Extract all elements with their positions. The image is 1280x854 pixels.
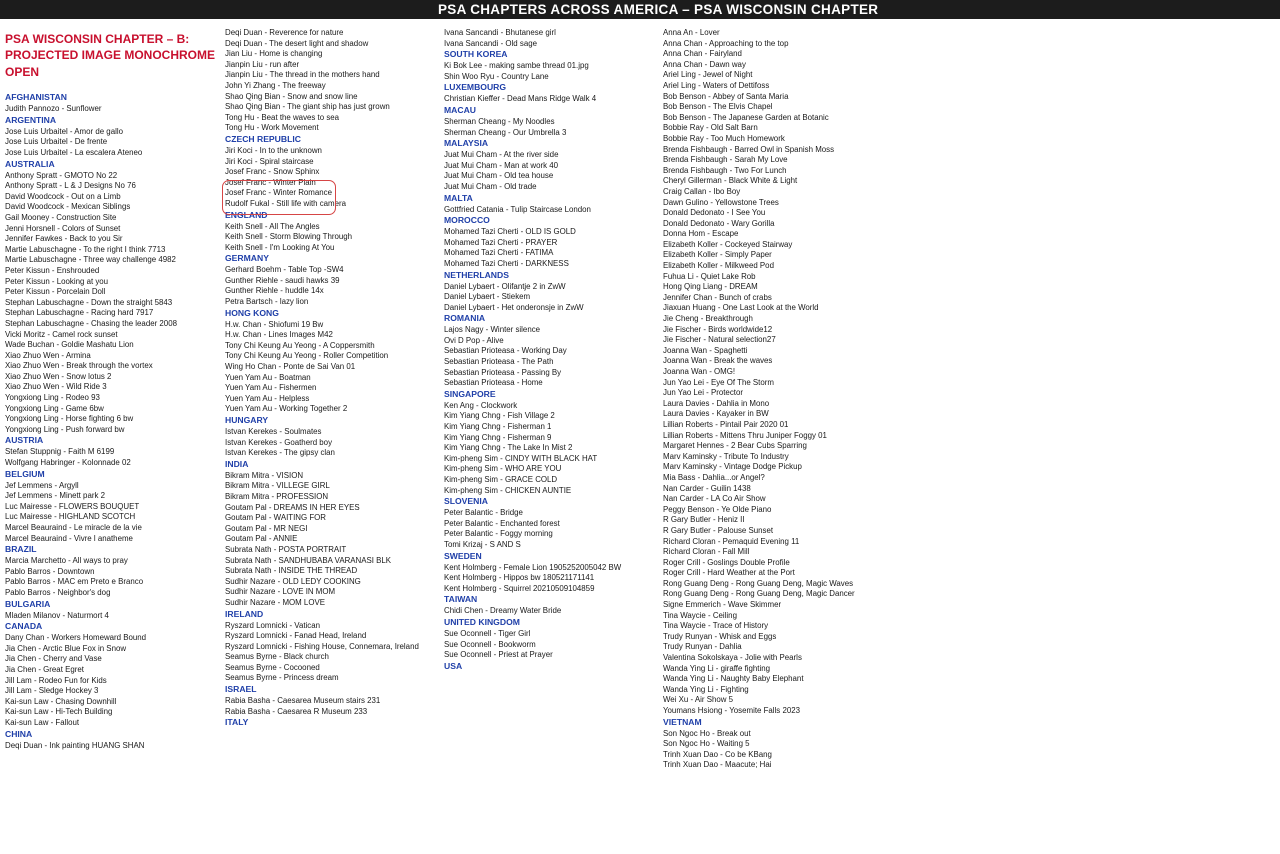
entry-item: Ryszard Lomnicki - Fishing House, Connemara, Ireland xyxy=(225,641,419,651)
entry-item: Rong Guang Deng - Rong Guang Deng, Magic Waves xyxy=(663,578,854,588)
country-section xyxy=(5,599,217,622)
entry-item: Rudolf Fukal - Still life with camera xyxy=(225,198,347,208)
entry-item: Jun Yao Lei - Eye Of The Storm xyxy=(663,377,774,387)
entry-item: Jill Lam - Rodeo Fun for Kids xyxy=(5,675,107,685)
entry-item: Shao Qing Bian - Snow and snow line xyxy=(225,91,358,101)
country-heading: AUSTRIA xyxy=(5,435,44,446)
country-section xyxy=(444,215,656,269)
entry-item: Gunther Riehle - huddle 14x xyxy=(225,286,324,296)
entry-item: Brenda Fishbaugh - Barred Owl in Spanish Moss xyxy=(663,144,835,154)
country-heading: NETHERLANDS xyxy=(444,269,509,280)
entry-item: Deqi Duan - The desert light and shadow xyxy=(225,38,369,48)
entry-item: Jianpin Liu - The thread in the mothers hand xyxy=(225,70,380,80)
entry-item: Judith Pannozo - Sunflower xyxy=(5,104,102,114)
entry-item: Ryszard Lomnicki - Fanad Head, Ireland xyxy=(225,631,367,641)
entry-item: Mohamed Tazi Cherti - OLD IS GOLD xyxy=(444,227,576,237)
entry-item: Christian Kieffer - Dead Mans Ridge Walk 4 xyxy=(444,94,597,104)
entry-item: Marcel Beauraind - Le miracle de la vie xyxy=(5,523,142,532)
entry-item: Kent Holmberg - Hippos bw 180521171141 xyxy=(444,573,595,583)
entry-item: H.w. Chan - Shiofumi 19 Bw xyxy=(225,319,324,329)
entry-item: Kim Yiang Chng - Fish Village 2 xyxy=(444,411,555,421)
entry-item: Jef Lemmens - Minett park 2 xyxy=(5,491,105,501)
entry-item: Keith Snell - All The Angles xyxy=(225,221,320,231)
entry-item: Bob Benson - The Japanese Garden at Botanic xyxy=(663,112,829,122)
country-section xyxy=(225,717,437,728)
entry-item: Luc Mairesse - HIGHLAND SCOTCH xyxy=(5,512,136,522)
header-bar xyxy=(0,0,1280,19)
entry-item: Trinh Xuan Dao - Co be KBang xyxy=(663,749,772,759)
entry-item: Chidi Chen - Dreamy Water Bride xyxy=(444,606,562,616)
country-heading: AUSTRALIA xyxy=(5,158,55,169)
entry-item: Kai-sun Law - Chasing Downhill xyxy=(5,696,117,706)
country-section xyxy=(444,496,656,550)
country-heading: BULGARIA xyxy=(5,598,51,609)
entry-item: Jia Chen - Arctic Blue Fox in Snow xyxy=(5,643,127,653)
entry-item: Laura Davies - Kayaker in BW xyxy=(663,409,769,419)
entry-item: Juat Mui Cham - At the river side xyxy=(444,150,559,160)
entry-item: Marcel Beauraind - Vivre l anatheme xyxy=(5,533,133,543)
country-heading: SWEDEN xyxy=(444,550,482,561)
entry-item: Keith Snell - Storm Blowing Through xyxy=(225,232,353,242)
entry-item: Bikram Mitra - VILLEGE GIRL xyxy=(225,481,330,491)
entry-item: Donna Hom - Escape xyxy=(663,229,739,239)
entry-item: Anna Chan - Dawn way xyxy=(663,59,746,69)
country-section xyxy=(5,435,217,468)
entry-item: John Yi Zhang - The freeway xyxy=(225,80,326,90)
entry-item: David Woodcock - Mexican Siblings xyxy=(5,202,131,212)
entry-item: Istvan Kerekes - The gipsy clan xyxy=(225,448,335,458)
document-title: PSA WISCONSIN CHAPTER – B: PROJECTED IMAGE MONOCHROME OPEN xyxy=(5,32,216,79)
entry-item: Elizabeth Koller - Milkweed Pod xyxy=(663,261,774,271)
entry-item: Kim-pheng Sim - CINDY WITH BLACK HAT xyxy=(444,453,598,463)
country-section xyxy=(444,661,656,672)
entry-item: Fuhua Li - Quiet Lake Rob xyxy=(663,271,756,281)
country-section xyxy=(5,92,217,115)
entry-item: Martie Labuschagne - Three way challenge 4982 xyxy=(5,255,176,265)
entry-item: Elizabeth Koller - Simply Paper xyxy=(663,250,772,260)
entry-item: Stephan Labuschagne - Chasing the leader 2008 xyxy=(5,318,177,328)
country-heading: INDIA xyxy=(225,458,249,469)
entry-item: Nan Carder - Guilin 1438 xyxy=(663,483,751,493)
entry-item: Jian Liu - Home is changing xyxy=(225,49,323,59)
entry-item: Sherman Cheang - Our Umbrella 3 xyxy=(444,127,567,137)
entry-item: Wanda Ying Li - Naughty Baby Elephant xyxy=(663,674,804,684)
entry-item: R Gary Butler - Palouse Sunset xyxy=(663,525,774,535)
entry-item: Sue Oconnell - Priest at Prayer xyxy=(444,650,553,660)
entry-item: Wanda Ying Li - giraffe fighting xyxy=(663,663,771,673)
country-section xyxy=(444,82,656,105)
entry-item: Kim Yiang Chng - Fisherman 1 xyxy=(444,422,552,432)
entry-item: Jiri Koci - In to the unknown xyxy=(225,145,322,155)
entry-item: Brenda Fishbaugh - Two For Lunch xyxy=(663,165,787,175)
entry-item: Juat Mui Cham - Old trade xyxy=(444,181,537,191)
entry-item: Yongxiong Ling - Rodeo 93 xyxy=(5,393,100,403)
entry-item: Anthony Spratt - GMOTO No 22 xyxy=(5,170,118,180)
entry-item: Pablo Barros - MAC em Preto e Branco xyxy=(5,577,144,587)
country-heading: HUNGARY xyxy=(225,415,269,425)
entry-item: Josef Franc - Winter Plain xyxy=(225,177,316,187)
country-section xyxy=(444,138,656,192)
entry-item: Kim-pheng Sim - WHO ARE YOU xyxy=(444,464,562,474)
entry-item: Jianpin Liu - run after xyxy=(225,59,300,69)
entry-item: Ovi D Pop - Alive xyxy=(444,335,504,345)
country-section xyxy=(444,49,656,82)
entry-item: Goutam Pal - WAITING FOR xyxy=(225,513,326,523)
country-section xyxy=(444,551,656,595)
country-heading: USA xyxy=(444,660,463,671)
entry-item: Xiao Zhuo Wen - Break through the vortex xyxy=(5,361,153,371)
entry-item: Lillian Roberts - Pintail Pair 2020 01 xyxy=(663,419,789,429)
entry-item: Tony Chi Keung Au Yeong - A Coppersmith xyxy=(225,340,375,350)
entry-item: Jiri Koci - Spiral staircase xyxy=(225,156,314,166)
entry-item: Nan Carder - LA Co Air Show xyxy=(663,494,766,504)
entry-item: Gunther Riehle - saudi hawks 39 xyxy=(225,275,340,285)
entry-item: Kim-pheng Sim - CHICKEN AUNTIE xyxy=(444,485,572,495)
entry-item: Subrata Nath - POSTA PORTRAIT xyxy=(225,544,347,554)
entry-item: Wolfgang Habringer - Kolonnade 02 xyxy=(5,458,131,468)
entry-item: Bobbie Ray - Old Salt Barn xyxy=(663,123,758,133)
entry-item: Jose Luis Urbaitel - La escalera Ateneo xyxy=(5,148,143,157)
country-heading: LUXEMBOURG xyxy=(444,82,507,93)
entry-item: Stefan Stuppnig - Faith M 6199 xyxy=(5,447,115,457)
country-section xyxy=(225,253,437,307)
country-section xyxy=(5,159,217,436)
entry-item: Juat Mui Cham - Man at work 40 xyxy=(444,160,559,170)
country-heading: BRAZIL xyxy=(5,544,37,555)
country-section xyxy=(663,717,877,771)
entry-item: Margaret Hennes - 2 Bear Cubs Sparring xyxy=(663,441,807,451)
country-heading: CANADA xyxy=(5,621,43,632)
entry-item: Laura Davies - Dahlia in Mono xyxy=(663,398,770,408)
country-heading: CHINA xyxy=(5,728,33,739)
entry-item: Xiao Zhuo Wen - Wild Ride 3 xyxy=(5,382,107,392)
entry-item: Stephan Labuschagne - Down the straight 5843 xyxy=(5,297,173,307)
country-heading: ISRAEL xyxy=(225,684,257,695)
entry-item: Ivana Sancandi - Bhutanese girl xyxy=(444,28,556,37)
entry-item: Yuen Yam Au - Working Together 2 xyxy=(225,404,348,414)
entry-item: Tina Waycie - Trace of History xyxy=(663,621,769,631)
entry-item: Joanna Wan - OMG! xyxy=(663,367,736,376)
entry-item: Rabia Basha - Caesarea Museum stairs 231 xyxy=(225,696,381,706)
entry-item: Sue Oconnell - Bookworm xyxy=(444,639,536,649)
country-heading: IRELAND xyxy=(225,608,264,619)
country-heading: BELGIUM xyxy=(5,468,45,479)
entry-item: Jill Lam - Sledge Hockey 3 xyxy=(5,686,99,696)
entry-item: Peter Balantic - Foggy morning xyxy=(444,529,553,539)
entry-item: Sherman Cheang - My Noodles xyxy=(444,116,555,126)
entry-item: Roger Crill - Hard Weather at the Port xyxy=(663,568,795,578)
entry-item: Anna An - Lover xyxy=(663,28,720,37)
entry-item: Peter Kissun - Looking at you xyxy=(5,276,109,286)
country-section xyxy=(225,210,437,254)
entry-item: Richard Cloran - Fall Mill xyxy=(663,547,750,557)
entry-item: Xiao Zhuo Wen - Armina xyxy=(5,350,91,360)
entry-item: H.w. Chan - Lines Images M42 xyxy=(225,330,333,340)
entry-item: Luc Mairesse - FLOWERS BOUQUET xyxy=(5,501,140,511)
entry-item: Goutam Pal - DREAMS IN HER EYES xyxy=(225,502,360,512)
country-section xyxy=(225,308,437,415)
entry-item: Son Ngoc Ho - Waiting 5 xyxy=(663,739,750,749)
country-section xyxy=(5,729,217,752)
entry-item: Craig Callan - Ibo Boy xyxy=(663,186,741,196)
country-heading: MALAYSIA xyxy=(444,138,489,149)
entry-item: Trudy Runyan - Dahlia xyxy=(663,642,742,652)
entry-item: Subrata Nath - INSIDE THE THREAD xyxy=(225,566,358,576)
entry-item: Peggy Benson - Ye Olde Piano xyxy=(663,504,772,514)
country-section xyxy=(444,313,656,389)
country-heading: SINGAPORE xyxy=(444,388,496,399)
entry-item: Joanna Wan - Break the waves xyxy=(663,356,773,366)
entry-item: Ki Bok Lee - making sambe thread 01.jpg xyxy=(444,61,589,71)
entry-item: Jose Luis Urbaitel - Amor de gallo xyxy=(5,126,123,136)
entry-item: Yongxiong Ling - Horse fighting 6 bw xyxy=(5,414,134,424)
entry-item: Peter Kissun - Porcelain Doll xyxy=(5,287,106,297)
entry-item: Jia Chen - Great Egret xyxy=(5,664,84,674)
entry-item: Tong Hu - Work Movement xyxy=(225,123,319,133)
entry-item: Gerhard Boehm - Table Top -SW4 xyxy=(225,265,344,275)
entry-item: Kim-pheng Sim - GRACE COLD xyxy=(444,475,558,484)
entry-item: Tomi Krizaj - S AND S xyxy=(444,539,521,549)
entry-item: Youmans Hsiong - Yosemite Falls 2023 xyxy=(663,706,800,715)
entry-item: Peter Balantic - Bridge xyxy=(444,508,523,518)
country-section xyxy=(5,469,217,545)
entry-item: Vicki Moritz - Camel rock sunset xyxy=(5,329,118,339)
country-heading: AFGHANISTAN xyxy=(5,92,67,103)
entry-item: R Gary Butler - Heniz II xyxy=(663,515,745,525)
entry-item: Kai-sun Law - Fallout xyxy=(5,717,80,727)
entry-item: Jia Chen - Cherry and Vase xyxy=(5,654,102,664)
entry-item: Jef Lemmens - Argyll xyxy=(5,480,79,490)
country-heading: ROMANIA xyxy=(444,313,486,324)
entry-item: Marv Kaminsky - Tribute To Industry xyxy=(663,451,789,461)
entry-item: Kent Holmberg - Squirrel 20210509104859 xyxy=(444,583,595,593)
entry-item: Gottfried Catania - Tulip Staircase London xyxy=(444,204,591,214)
country-section xyxy=(663,28,877,717)
country-heading: MACAU xyxy=(444,104,476,115)
entry-item: Bikram Mitra - PROFESSION xyxy=(225,491,329,501)
entry-item: Mia Bass - Dahlia...or Angel? xyxy=(663,472,765,482)
column-3 xyxy=(444,28,656,673)
entry-item: Yongxiong Ling - Game 6bw xyxy=(5,403,104,413)
entry-item: Sebastian Prioteasa - The Path xyxy=(444,357,554,367)
entry-item: Marcia Marchetto - All ways to pray xyxy=(5,556,128,566)
entry-item: Kent Holmberg - Female Lion 1905252005042 BW xyxy=(444,562,622,572)
country-section xyxy=(444,389,656,496)
entry-item: Roger Crill - Goslings Double Profile xyxy=(663,557,790,567)
entry-item: Ivana Sancandi - Old sage xyxy=(444,38,537,48)
country-section xyxy=(225,28,437,134)
country-heading: ARGENTINA xyxy=(5,114,57,125)
country-section xyxy=(444,617,656,661)
entry-item: Ryszard Lomnicki - Vatican xyxy=(225,620,321,630)
entry-item: Sebastian Prioteasa - Passing By xyxy=(444,367,562,377)
entry-item: Pablo Barros - Neighbor's dog xyxy=(5,587,111,597)
entry-item: Sudhir Nazare - LOVE IN MOM xyxy=(225,587,336,597)
country-heading: ITALY xyxy=(225,717,249,728)
entry-item: Ken Ang - Clockwork xyxy=(444,400,518,410)
country-heading: GERMANY xyxy=(225,253,269,264)
entry-item: Son Ngoc Ho - Break out xyxy=(663,728,751,738)
entry-item: Yuen Yam Au - Fishermen xyxy=(225,383,317,393)
entry-item: Lillian Roberts - Mittens Thru Juniper Foggy 01 xyxy=(663,430,827,440)
entry-item: Jun Yao Lei - Protector xyxy=(663,388,743,398)
entry-item: Pablo Barros - Downtown xyxy=(5,566,95,576)
entry-item: Gail Mooney - Construction Site xyxy=(5,212,117,222)
entry-item: Bikram Mitra - VISION xyxy=(225,470,304,480)
entry-item: David Woodcock - Out on a Limb xyxy=(5,191,121,201)
column-2 xyxy=(225,28,437,729)
entry-item: Tony Chi Keung Au Yeong - Roller Competition xyxy=(225,351,389,361)
country-section xyxy=(225,415,437,459)
entry-item: Brenda Fishbaugh - Sarah My Love xyxy=(663,155,788,165)
entry-item: Anna Chan - Approaching to the top xyxy=(663,38,789,48)
entry-item: Hong Qing Liang - DREAM xyxy=(663,282,758,292)
country-section xyxy=(444,28,656,49)
entry-item: Richard Cloran - Pemaquid Evening 11 xyxy=(663,536,800,546)
country-heading: ENGLAND xyxy=(225,209,268,220)
entry-item: Goutam Pal - ANNIE xyxy=(225,534,298,544)
header-title: PSA CHAPTERS ACROSS AMERICA – PSA WISCONSIN CHAPTER xyxy=(438,2,879,17)
entry-item: Jennifer Chan - Bunch of crabs xyxy=(663,292,772,302)
entry-item: Dawn Gulino - Yellowstone Trees xyxy=(663,197,779,207)
entry-item: Subrata Nath - SANDHUBABA VARANASI BLK xyxy=(225,555,392,565)
entry-item: Shao Qing Bian - The giant ship has just grown xyxy=(225,102,390,112)
country-section xyxy=(5,544,217,598)
country-heading: MALTA xyxy=(444,192,473,203)
entry-item: Yuen Yam Au - Boatman xyxy=(225,372,311,382)
entry-item: Mladen Milanov - Naturmort 4 xyxy=(5,610,109,620)
entry-item: Elizabeth Koller - Cockeyed Stairway xyxy=(663,239,793,249)
column-1 xyxy=(5,31,217,751)
country-heading: HONG KONG xyxy=(225,307,279,318)
entry-item: Rong Guang Deng - Rong Guang Deng, Magic Dancer xyxy=(663,589,855,599)
entry-item: Wade Buchan - Goldie Mashatu Lion xyxy=(5,340,134,350)
entry-item: Signe Emmerich - Wave Skimmer xyxy=(663,600,782,610)
entry-item: Sebastian Prioteasa - Home xyxy=(444,378,543,388)
entry-item: Istvan Kerekes - Soulmates xyxy=(225,427,322,436)
entry-item: Mohamed Tazi Cherti - PRAYER xyxy=(444,237,558,247)
country-section xyxy=(225,609,437,685)
entry-item: Tina Waycie - Ceiling xyxy=(663,610,737,620)
country-section xyxy=(225,684,437,717)
entry-item: Trinh Xuan Dao - Maacute; Hai xyxy=(663,760,772,770)
entry-item: Daniel Lybaert - Stiekem xyxy=(444,292,531,302)
country-section xyxy=(5,621,217,728)
entry-item: Ariel Ling - Jewel of Night xyxy=(663,70,753,80)
entry-item: Jenni Horsnell - Colors of Sunset xyxy=(5,223,121,233)
country-section xyxy=(444,105,656,138)
entry-item: Shin Woo Ryu - Country Lane xyxy=(444,71,549,81)
entry-item: Josef Franc - Winter Romance xyxy=(225,188,332,198)
column-4 xyxy=(663,28,877,771)
entry-item: Martie Labuschagne - To the right I think 7713 xyxy=(5,244,166,254)
entry-item: Tong Hu - Beat the waves to sea xyxy=(225,112,340,122)
entry-item: Mohamed Tazi Cherti - FATIMA xyxy=(444,248,554,258)
entry-item: Istvan Kerekes - Goatherd boy xyxy=(225,437,333,447)
entry-item: Yongxiong Ling - Push forward bw xyxy=(5,424,125,434)
entry-item: Seamus Byrne - Black church xyxy=(225,652,329,662)
entry-item: Deqi Duan - Ink painting HUANG SHAN xyxy=(5,740,145,750)
entry-item: Kim Yiang Chng - Fisherman 9 xyxy=(444,432,552,442)
highlight-circle xyxy=(222,180,336,215)
entry-item: Wanda Ying Li - Fighting xyxy=(663,684,749,694)
entry-item: Juat Mui Cham - Old tea house xyxy=(444,171,554,181)
country-heading: SOUTH KOREA xyxy=(444,49,508,60)
country-heading: VIETNAM xyxy=(663,716,702,727)
entry-item: Cheryl Gillerman - Black White & Light xyxy=(663,176,798,186)
entry-item: Jiaxuan Huang - One Last Look at the World xyxy=(663,303,819,313)
entry-item: Bobbie Ray - Too Much Homework xyxy=(663,133,785,143)
country-heading: CZECH REPUBLIC xyxy=(225,133,301,144)
entry-item: Donald Dedonato - Wary Gorilla xyxy=(663,218,775,228)
entry-item: Petra Bartsch - lazy lion xyxy=(225,297,309,307)
entry-item: Bob Benson - Abbey of Santa Maria xyxy=(663,91,789,101)
entry-item: Mohamed Tazi Cherti - DARKNESS xyxy=(444,258,569,268)
entry-item: Sebastian Prioteasa - Working Day xyxy=(444,346,567,356)
entry-item: Anthony Spratt - L & J Designs No 76 xyxy=(5,181,136,191)
country-section xyxy=(225,459,437,609)
entry-item: Sudhir Nazare - MOM LOVE xyxy=(225,597,325,607)
entry-item: Peter Balantic - Enchanted forest xyxy=(444,518,560,528)
entry-item: Anna Chan - Fairyland xyxy=(663,49,742,59)
entry-item: Keith Snell - I'm Looking At You xyxy=(225,242,335,252)
entry-item: Sudhir Nazare - OLD LEDY COOKING xyxy=(225,576,361,586)
entry-item: Jose Luis Urbaitel - De frente xyxy=(5,137,108,147)
entry-item: Jie Fischer - Birds worldwide12 xyxy=(663,324,773,334)
entry-item: Lajos Nagy - Winter silence xyxy=(444,325,541,335)
country-section xyxy=(444,594,656,617)
entry-item: Daniel Lybaert - Het onderonsje in ZwW xyxy=(444,302,584,312)
entry-item: Seamus Byrne - Princess dream xyxy=(225,673,339,683)
country-heading: TAIWAN xyxy=(444,594,478,605)
entry-item: Donald Dedonato - I See You xyxy=(663,208,766,218)
entry-item: Kim Yiang Chng - The Lake In Mist 2 xyxy=(444,443,573,453)
entry-item: Daniel Lybaert - Olifantje 2 in ZwW xyxy=(444,281,566,291)
entry-item: Valentina Sokolskaya - Jolie with Pearls xyxy=(663,653,802,663)
country-heading: SLOVENIA xyxy=(444,496,488,507)
entry-item: Joanna Wan - Spaghetti xyxy=(663,345,748,355)
country-section xyxy=(444,193,656,216)
entry-item: Trudy Runyan - Whisk and Eggs xyxy=(663,631,777,641)
entry-item: Goutam Pal - MR NEGI xyxy=(225,523,308,533)
entry-item: Bob Benson - The Elvis Chapel xyxy=(663,102,773,112)
entry-item: Seamus Byrne - Cocooned xyxy=(225,662,320,672)
entry-item: Ariel Ling - Waters of Dettifoss xyxy=(663,80,770,90)
entry-item: Yuen Yam Au - Helpless xyxy=(225,393,310,403)
country-heading: UNITED KINGDOM xyxy=(444,616,520,627)
entry-item: Marv Kaminsky - Vintage Dodge Pickup xyxy=(663,462,802,472)
country-heading: MOROCCO xyxy=(444,215,490,226)
entry-item: Stephan Labuschagne - Racing hard 7917 xyxy=(5,308,154,318)
entry-item: Peter Kissun - Enshrouded xyxy=(5,265,100,275)
entry-item: Dany Chan - Workers Homeward Bound xyxy=(5,633,147,643)
entry-item: Josef Franc - Snow Sphinx xyxy=(225,167,320,177)
entry-item: Wei Xu - Air Show 5 xyxy=(663,695,734,705)
entry-item: Kai-sun Law - Hi-Tech Building xyxy=(5,707,113,717)
entry-item: Xiao Zhuo Wen - Snow lotus 2 xyxy=(5,371,112,381)
entry-item: Deqi Duan - Reverence for nature xyxy=(225,28,344,37)
entry-item: Jennifer Fawkes - Back to you Sir xyxy=(5,234,123,244)
entry-item: Sue Oconnell - Tiger Girl xyxy=(444,628,531,638)
entry-item: Jie Cheng - Breakthrough xyxy=(663,314,753,324)
entry-item: Rabia Basha - Caesarea R Museum 233 xyxy=(225,706,368,716)
country-section xyxy=(5,115,217,159)
entry-item: Wing Ho Chan - Ponte de Sai Van 01 xyxy=(225,362,356,372)
entry-item: Jie Fischer - Natural selection27 xyxy=(663,335,776,345)
country-section xyxy=(444,270,656,314)
